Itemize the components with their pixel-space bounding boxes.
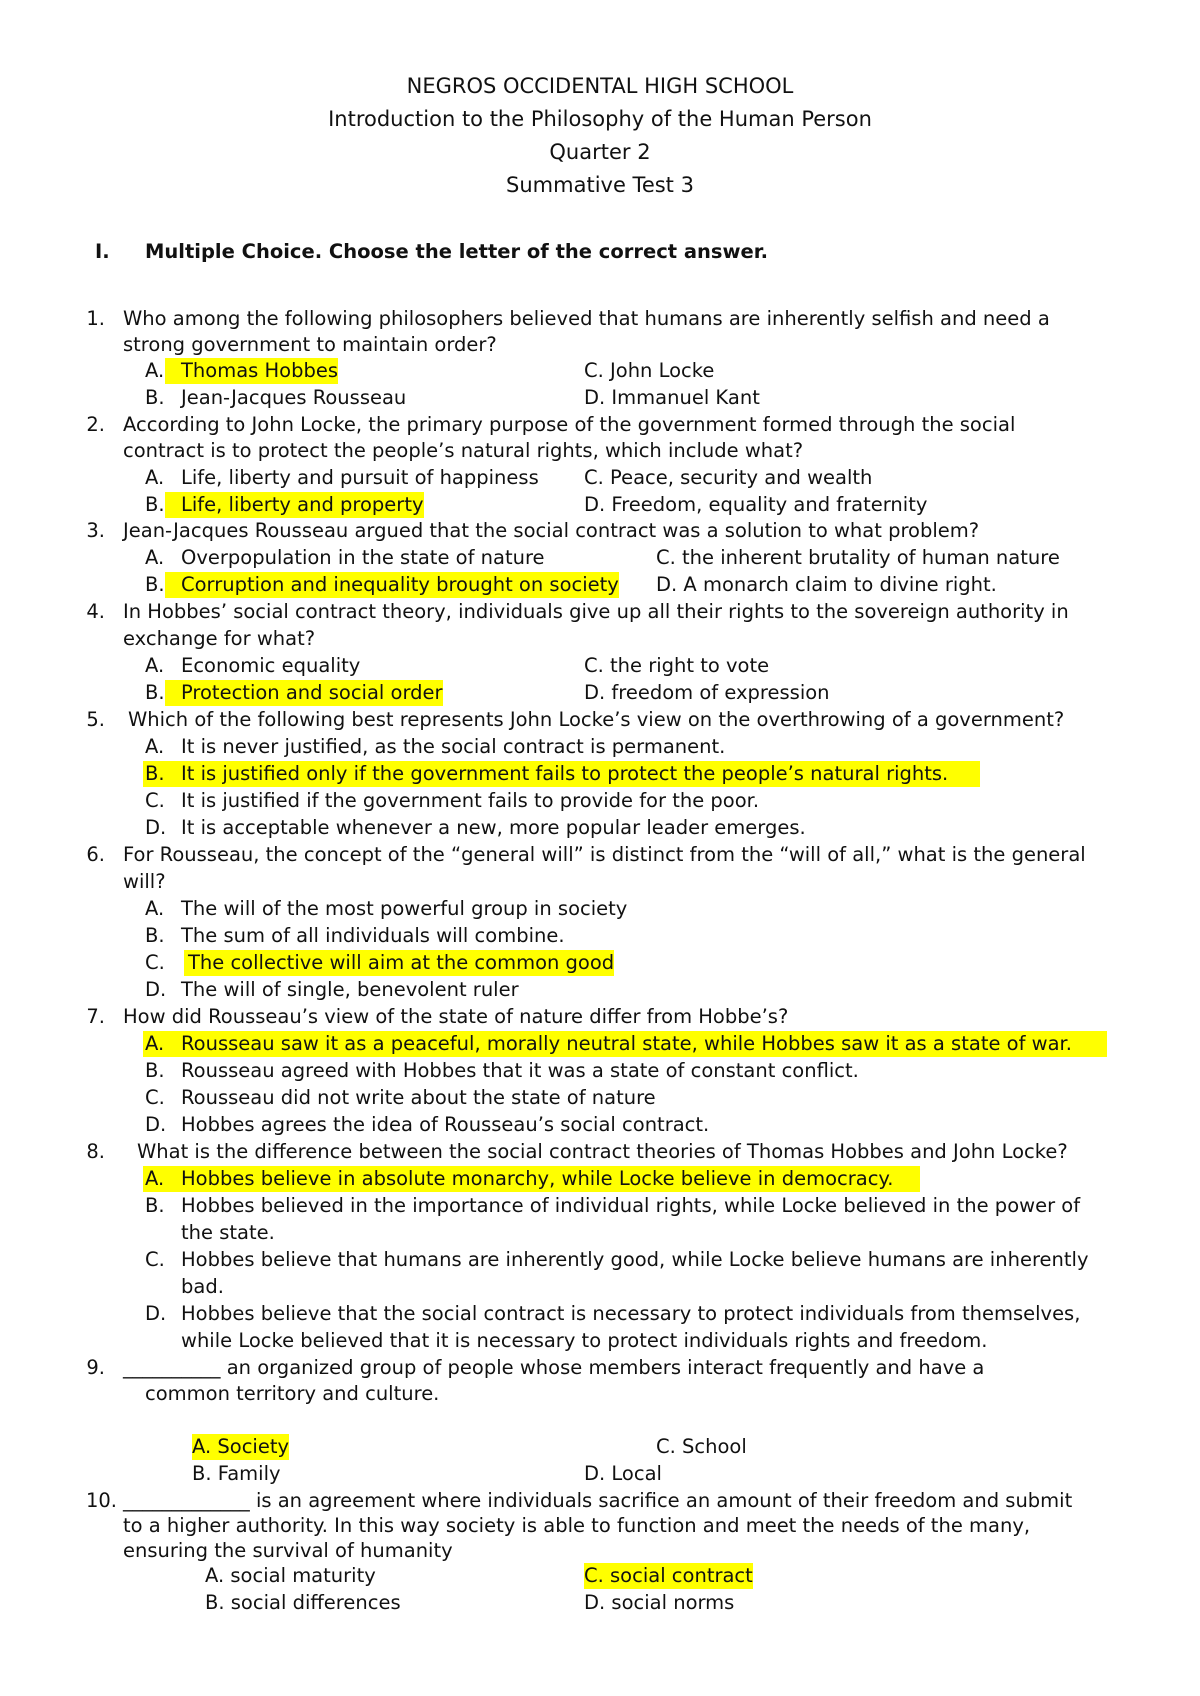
question-text: to a higher authority. In this way society is able to function and meet the needs of the many, — [123, 1514, 1031, 1537]
option-letter: A. — [145, 654, 165, 677]
question-number: 10. — [85, 1489, 117, 1512]
option-a: Economic equality — [181, 654, 361, 677]
option-answer-highlighted: Thomas Hobbes — [165, 358, 338, 384]
option-c: C. the inherent brutality of human nature — [656, 546, 1060, 569]
option-c: C. Peace, security and wealth — [584, 466, 873, 489]
option-d: D. freedom of expression — [584, 681, 830, 704]
question-number: 5. — [86, 708, 105, 731]
option-letter: A. — [145, 1032, 165, 1055]
option-b-continued: the state. — [181, 1221, 275, 1244]
option-a: Overpopulation in the state of nature — [181, 546, 545, 569]
section-numeral: I. — [95, 240, 110, 263]
option-letter: A. — [145, 546, 165, 569]
option-d: D. Local — [584, 1462, 662, 1485]
question-text: Who among the following philosophers believed that humans are inherently selfish and need a — [123, 307, 1050, 330]
option-d: D. A monarch claim to divine right. — [656, 573, 997, 596]
option-b: Rousseau agreed with Hobbes that it was a state of constant conflict. — [181, 1059, 859, 1082]
option-letter: D. — [145, 1113, 167, 1136]
option-letter: B. — [145, 386, 165, 409]
option-c-continued: bad. — [181, 1275, 224, 1298]
option-letter: B. — [145, 1059, 165, 1082]
option-letter: B. — [145, 924, 165, 947]
question-text: For Rousseau, the concept of the “general will” is distinct from the “will of all,” what is the general — [123, 843, 1086, 866]
question-text: exchange for what? — [123, 627, 316, 650]
question-text: ensuring the survival of humanity — [123, 1539, 453, 1562]
option-answer-highlighted: C. social contract — [584, 1564, 753, 1587]
option-letter: C. — [145, 789, 165, 812]
option-b: B. Family — [192, 1462, 281, 1485]
option-d: D. social norms — [584, 1591, 735, 1614]
option-letter: A. — [145, 359, 165, 382]
question-number: 8. — [86, 1140, 105, 1163]
option-letter: A. — [145, 897, 165, 920]
option-letter: B. — [145, 493, 165, 516]
option-c: Hobbes believe that humans are inherently good, while Locke believe humans are inherently — [181, 1248, 1089, 1271]
option-answer-highlighted: The collective will aim at the common good — [184, 950, 614, 976]
option-letter: B. — [145, 573, 165, 596]
question-text: common territory and culture. — [145, 1382, 440, 1405]
option-letter: B. — [145, 1194, 165, 1217]
quarter-label: Quarter 2 — [549, 140, 651, 164]
question-text: According to John Locke, the primary purpose of the government formed through the social — [123, 413, 1016, 436]
option-c: C. School — [656, 1435, 747, 1458]
option-d: It is acceptable whenever a new, more popular leader emerges. — [181, 816, 806, 839]
option-d-continued: while Locke believed that it is necessary to protect individuals rights and freedom. — [181, 1329, 988, 1352]
option-a: The will of the most powerful group in society — [181, 897, 628, 920]
option-b: Hobbes believed in the importance of individual rights, while Locke believed in the power of — [181, 1194, 1081, 1217]
option-d: Hobbes agrees the idea of Rousseau’s social contract. — [181, 1113, 710, 1136]
question-text: How did Rousseau’s view of the state of nature differ from Hobbe’s? — [123, 1005, 789, 1028]
option-answer-highlighted: Life, liberty and property — [165, 492, 424, 518]
option-answer-highlighted — [143, 761, 980, 787]
question-text: In Hobbes’ social contract theory, individuals give up all their rights to the sovereign authority in — [123, 600, 1069, 623]
option-a: A. social maturity — [205, 1564, 376, 1587]
option-a: It is never justified, as the social contract is permanent. — [181, 735, 726, 758]
option-answer-highlighted: Protection and social order — [165, 680, 443, 706]
section-instruction: Multiple Choice. Choose the letter of the correct answer. — [145, 240, 769, 263]
option-answer-highlighted — [143, 1166, 920, 1192]
option-answer-highlighted — [143, 1031, 1107, 1057]
question-number: 9. — [86, 1356, 105, 1379]
question-text: contract is to protect the people’s natural rights, which include what? — [123, 439, 804, 462]
option-d: Hobbes believe that the social contract is necessary to protect individuals from themselves, — [181, 1302, 1081, 1325]
option-b: The sum of all individuals will combine. — [181, 924, 565, 947]
option-b: Jean-Jacques Rousseau — [181, 386, 407, 409]
option-a: Hobbes believe in absolute monarchy, while Locke believe in democracy. — [181, 1167, 894, 1190]
option-letter: A. — [145, 735, 165, 758]
option-c: C. the right to vote — [584, 654, 770, 677]
option-d: D. Freedom, equality and fraternity — [584, 493, 928, 516]
question-number: 7. — [86, 1005, 105, 1028]
option-letter: C. — [145, 951, 165, 974]
test-title: Summative Test 3 — [506, 173, 694, 197]
subject-title: Introduction to the Philosophy of the Human Person — [328, 107, 872, 131]
option-letter: B. — [145, 762, 165, 785]
option-c: It is justified if the government fails to provide for the poor. — [181, 789, 760, 812]
option-answer-highlighted: A. Society — [192, 1435, 290, 1458]
option-letter: C. — [145, 1086, 165, 1109]
option-a: Rousseau saw it as a peaceful, morally neutral state, while Hobbes saw it as a state of war. — [181, 1032, 1072, 1055]
option-letter: A. — [145, 466, 165, 489]
option-letter: D. — [145, 816, 167, 839]
option-d: D. Immanuel Kant — [584, 386, 760, 409]
question-text: strong government to maintain order? — [123, 333, 497, 356]
option-letter: C. — [145, 1248, 165, 1271]
question-text: _____________ is an agreement where individuals sacrifice an amount of their freedom and submit — [123, 1489, 1073, 1512]
option-a: Life, liberty and pursuit of happiness — [181, 466, 539, 489]
option-letter: D. — [145, 1302, 167, 1325]
option-letter: B. — [145, 681, 165, 704]
option-d: The will of single, benevolent ruler — [181, 978, 519, 1001]
question-text: will? — [123, 870, 166, 893]
option-answer-highlighted: Corruption and inequality brought on society — [165, 572, 619, 598]
option-b: It is justified only if the government fails to protect the people’s natural rights. — [181, 762, 949, 785]
question-number: 4. — [86, 600, 105, 623]
option-c: Rousseau did not write about the state of nature — [181, 1086, 656, 1109]
question-number: 2. — [86, 413, 105, 436]
question-text: Which of the following best represents John Locke’s view on the overthrowing of a government? — [128, 708, 1065, 731]
question-number: 6. — [86, 843, 105, 866]
question-text: What is the difference between the social contract theories of Thomas Hobbes and John Locke? — [137, 1140, 1068, 1163]
question-number: 1. — [86, 307, 105, 330]
question-number: 3. — [86, 519, 105, 542]
question-text: __________ an organized group of people whose members interact frequently and have a — [123, 1356, 985, 1379]
option-letter: D. — [145, 978, 167, 1001]
option-letter: A. — [145, 1167, 165, 1190]
question-text: Jean-Jacques Rousseau argued that the social contract was a solution to what problem? — [123, 519, 980, 542]
option-c: C. John Locke — [584, 359, 715, 382]
option-b: B. social differences — [205, 1591, 401, 1614]
school-name: NEGROS OCCIDENTAL HIGH SCHOOL — [406, 74, 794, 98]
